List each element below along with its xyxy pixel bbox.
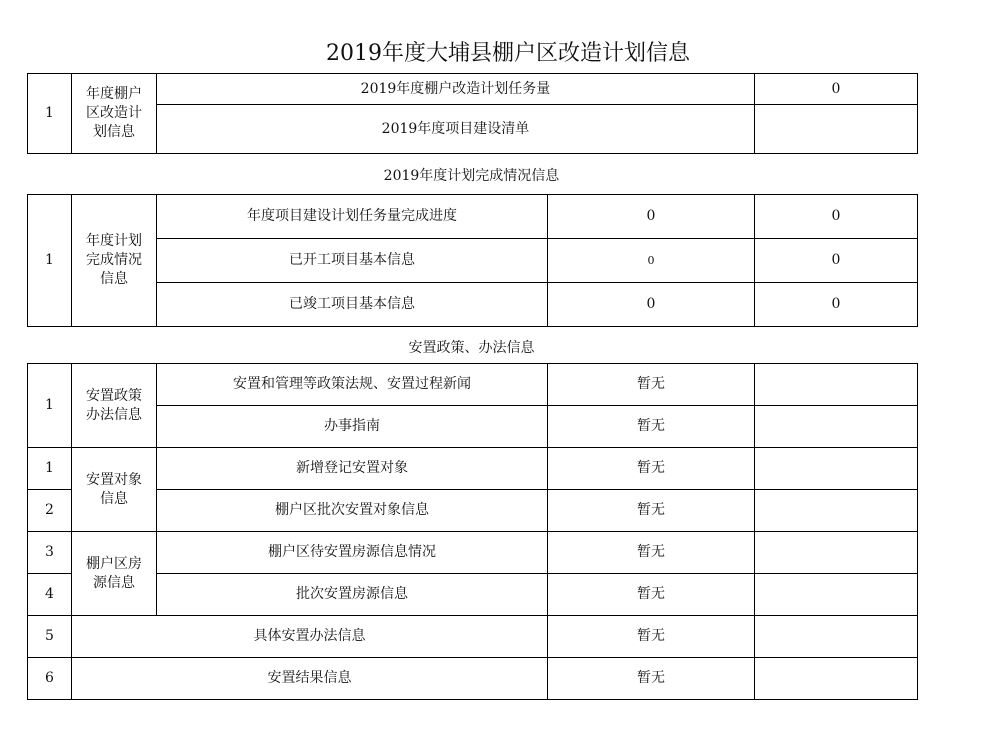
item-label: 2019年度棚户改造计划任务量 [157,74,755,105]
empty-cell [755,574,918,616]
row-number: 1 [28,448,72,490]
item-label: 年度项目建设计划任务量完成进度 [157,195,548,239]
item-value: 暂无 [548,448,755,490]
category-cell [72,195,157,327]
item-value: 0 [548,239,755,283]
section-caption-policy: 安置政策、办法信息 [408,340,535,356]
empty-cell [755,616,918,658]
item-label: 办事指南 [157,406,548,448]
completion-table [27,194,918,327]
empty-cell [755,364,918,406]
category-cell [72,74,157,154]
item-label: 已开工项目基本信息 [157,239,548,283]
category-line: 安置政策 [86,387,142,404]
category-line: 源信息 [93,574,135,591]
empty-cell [755,658,918,700]
item-label: 批次安置房源信息 [157,574,548,616]
item-value: 0 [548,283,755,327]
category-line: 信息 [100,271,128,287]
item-label: 棚户区待安置房源信息情况 [157,532,548,574]
row-number: 1 [28,364,72,448]
item-label: 具体安置办法信息 [72,616,548,658]
item-value: 暂无 [548,574,755,616]
item-value: 0 [755,74,918,105]
row-number: 4 [28,574,72,616]
item-value: 暂无 [548,364,755,406]
category-line: 安置对象 [86,471,142,488]
category-line: 划信息 [93,124,135,140]
row-number: 6 [28,658,72,700]
row-number: 5 [28,616,72,658]
category-line: 区改造计 [86,105,142,121]
row-number: 3 [28,532,72,574]
item-value: 暂无 [548,406,755,448]
item-value: 暂无 [548,616,755,658]
row-number: 2 [28,490,72,532]
item-value: 暂无 [548,658,755,700]
item-value: 0 [548,195,755,239]
item-label: 安置和管理等政策法规、安置过程新闻 [157,364,548,406]
item-label: 新增登记安置对象 [157,448,548,490]
empty-cell [755,406,918,448]
item-value: 0 [755,239,918,283]
item-value: 暂无 [548,490,755,532]
category-cell [72,364,157,448]
item-label: 安置结果信息 [72,658,548,700]
category-cell [72,448,157,532]
item-value: 暂无 [548,532,755,574]
section-caption-completion: 2019年度计划完成情况信息 [383,168,560,184]
item-value: 0 [755,195,918,239]
category-line: 信息 [100,490,128,507]
category-line: 年度棚户 [86,86,142,102]
category-line: 办法信息 [86,406,142,423]
empty-cell [755,448,918,490]
item-label: 棚户区批次安置对象信息 [157,490,548,532]
row-number: 1 [28,195,72,327]
plan-info-table [27,73,918,154]
category-cell [72,532,157,616]
item-label: 2019年度项目建设清单 [157,105,755,154]
policy-table [27,363,918,700]
item-label: 已竣工项目基本信息 [157,283,548,327]
empty-cell [755,532,918,574]
empty-cell [755,490,918,532]
category-line: 棚户区房 [86,555,142,572]
item-value [755,105,918,154]
row-number: 1 [28,74,72,154]
page-title: 2019年度大埔县棚户区改造计划信息 [326,41,690,66]
item-value: 0 [755,283,918,327]
category-line: 完成情况 [86,252,142,268]
category-line: 年度计划 [86,233,142,249]
